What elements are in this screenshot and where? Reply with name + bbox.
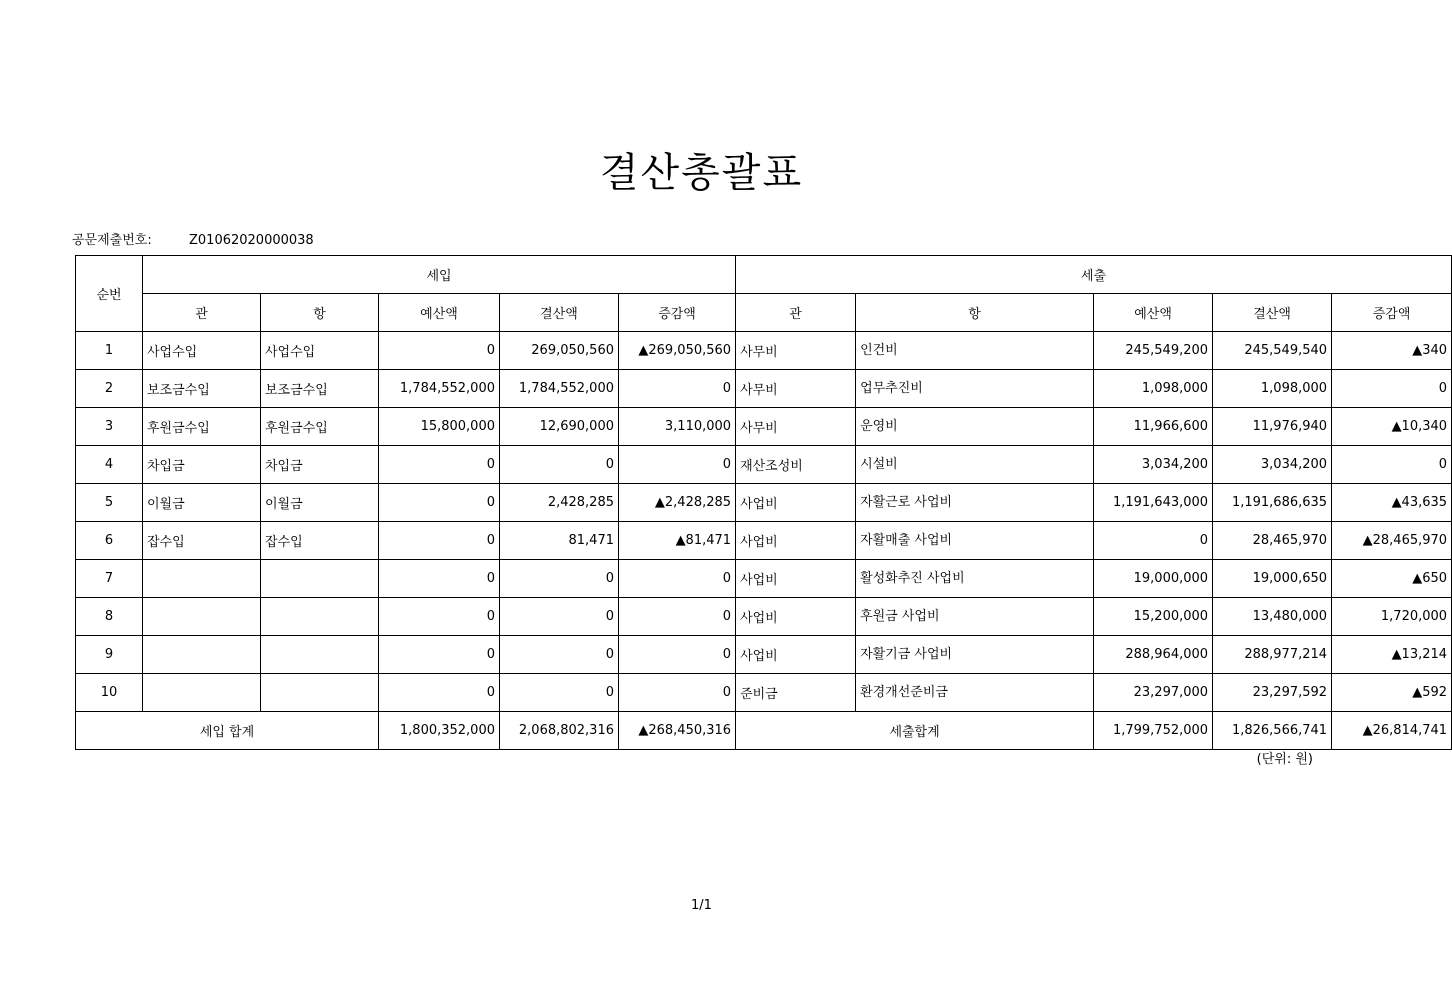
expense-budget-cell: 3,034,200 <box>1094 446 1213 484</box>
income-diff-cell: 0 <box>619 636 736 674</box>
income-hang-cell: 보조금수입 <box>261 370 379 408</box>
income-settled-cell: 1,784,552,000 <box>500 370 619 408</box>
seq-cell: 8 <box>76 598 143 636</box>
header-income-gwan: 관 <box>143 294 261 332</box>
expense-gwan-cell: 사업비 <box>736 636 856 674</box>
expense-gwan-cell: 재산조성비 <box>736 446 856 484</box>
expense-hang-cell: 인건비 <box>856 332 1094 370</box>
expense-hang-cell: 자활기금 사업비 <box>856 636 1094 674</box>
expense-hang-cell: 시설비 <box>856 446 1094 484</box>
income-budget-cell: 0 <box>379 636 500 674</box>
income-gwan-cell <box>143 636 261 674</box>
totals-row <box>76 712 1452 750</box>
income-diff-cell: ▲2,428,285 <box>619 484 736 522</box>
income-settled-cell: 0 <box>500 560 619 598</box>
income-total-settled: 2,068,802,316 <box>500 712 619 750</box>
income-gwan-cell: 이월금 <box>143 484 261 522</box>
header-seq: 순번 <box>76 256 143 332</box>
expense-settled-cell: 23,297,592 <box>1213 674 1332 712</box>
expense-settled-cell: 13,480,000 <box>1213 598 1332 636</box>
seq-cell: 10 <box>76 674 143 712</box>
seq-cell: 3 <box>76 408 143 446</box>
header-expense-settled: 결산액 <box>1213 294 1332 332</box>
income-settled-cell: 81,471 <box>500 522 619 560</box>
income-gwan-cell: 보조금수입 <box>143 370 261 408</box>
header-income-diff: 증감액 <box>619 294 736 332</box>
expense-hang-cell: 후원금 사업비 <box>856 598 1094 636</box>
income-gwan-cell <box>143 560 261 598</box>
income-diff-cell: 0 <box>619 598 736 636</box>
income-diff-cell: 0 <box>619 674 736 712</box>
header-expense-diff: 증감액 <box>1332 294 1452 332</box>
expense-settled-cell: 3,034,200 <box>1213 446 1332 484</box>
expense-diff-cell: ▲13,214 <box>1332 636 1452 674</box>
income-gwan-cell: 사업수입 <box>143 332 261 370</box>
expense-settled-cell: 245,549,540 <box>1213 332 1332 370</box>
expense-gwan-cell: 준비금 <box>736 674 856 712</box>
income-budget-cell: 0 <box>379 484 500 522</box>
table-row <box>76 408 1452 446</box>
table-row <box>76 598 1452 636</box>
income-hang-cell <box>261 636 379 674</box>
expense-hang-cell: 업무추진비 <box>856 370 1094 408</box>
table-row <box>76 636 1452 674</box>
seq-cell: 6 <box>76 522 143 560</box>
header-expense-budget: 예산액 <box>1094 294 1213 332</box>
header-income-budget: 예산액 <box>379 294 500 332</box>
expense-gwan-cell: 사무비 <box>736 370 856 408</box>
income-gwan-cell: 후원금수입 <box>143 408 261 446</box>
income-budget-cell: 0 <box>379 560 500 598</box>
expense-gwan-cell: 사무비 <box>736 408 856 446</box>
income-settled-cell: 0 <box>500 636 619 674</box>
expense-diff-cell: ▲650 <box>1332 560 1452 598</box>
expense-diff-cell: 0 <box>1332 446 1452 484</box>
income-budget-cell: 0 <box>379 332 500 370</box>
income-settled-cell: 0 <box>500 674 619 712</box>
income-hang-cell <box>261 674 379 712</box>
seq-cell: 9 <box>76 636 143 674</box>
header-income-settled: 결산액 <box>500 294 619 332</box>
page-number: 1/1 <box>691 898 712 913</box>
expense-gwan-cell: 사업비 <box>736 598 856 636</box>
expense-hang-cell: 자활근로 사업비 <box>856 484 1094 522</box>
expense-hang-cell: 자활매출 사업비 <box>856 522 1094 560</box>
income-hang-cell: 후원금수입 <box>261 408 379 446</box>
income-settled-cell: 269,050,560 <box>500 332 619 370</box>
income-budget-cell: 0 <box>379 522 500 560</box>
income-settled-cell: 0 <box>500 598 619 636</box>
header-income-hang: 항 <box>261 294 379 332</box>
income-budget-cell: 0 <box>379 446 500 484</box>
expense-settled-cell: 1,191,686,635 <box>1213 484 1332 522</box>
income-hang-cell: 차입금 <box>261 446 379 484</box>
income-budget-cell: 0 <box>379 598 500 636</box>
table-row <box>76 674 1452 712</box>
expense-diff-cell: ▲340 <box>1332 332 1452 370</box>
income-gwan-cell: 차입금 <box>143 446 261 484</box>
expense-diff-cell: 0 <box>1332 370 1452 408</box>
seq-cell: 2 <box>76 370 143 408</box>
expense-budget-cell: 1,098,000 <box>1094 370 1213 408</box>
expense-budget-cell: 245,549,200 <box>1094 332 1213 370</box>
income-gwan-cell <box>143 674 261 712</box>
expense-gwan-cell: 사업비 <box>736 484 856 522</box>
header-row-1 <box>76 256 1452 294</box>
income-hang-cell <box>261 560 379 598</box>
income-total-budget: 1,800,352,000 <box>379 712 500 750</box>
page-title: 결산총괄표 <box>599 150 804 196</box>
income-diff-cell: ▲81,471 <box>619 522 736 560</box>
expense-diff-cell: ▲43,635 <box>1332 484 1452 522</box>
expense-diff-cell: ▲28,465,970 <box>1332 522 1452 560</box>
expense-settled-cell: 1,098,000 <box>1213 370 1332 408</box>
income-hang-cell: 사업수입 <box>261 332 379 370</box>
expense-gwan-cell: 사무비 <box>736 332 856 370</box>
expense-hang-cell: 운영비 <box>856 408 1094 446</box>
doc-number-label: 공문제출번호: <box>72 233 152 248</box>
expense-settled-cell: 11,976,940 <box>1213 408 1332 446</box>
header-expense: 세출 <box>736 256 1452 294</box>
expense-budget-cell: 1,191,643,000 <box>1094 484 1213 522</box>
expense-hang-cell: 환경개선준비금 <box>856 674 1094 712</box>
expense-gwan-cell: 사업비 <box>736 560 856 598</box>
seq-cell: 1 <box>76 332 143 370</box>
expense-settled-cell: 19,000,650 <box>1213 560 1332 598</box>
expense-total-label: 세출합계 <box>736 712 1094 750</box>
income-diff-cell: 0 <box>619 560 736 598</box>
doc-number <box>72 232 314 250</box>
doc-number-value: Z01062020000038 <box>189 233 314 248</box>
income-budget-cell: 1,784,552,000 <box>379 370 500 408</box>
income-total-label: 세입 합계 <box>76 712 379 750</box>
income-diff-cell: 0 <box>619 446 736 484</box>
income-hang-cell: 이월금 <box>261 484 379 522</box>
income-settled-cell: 2,428,285 <box>500 484 619 522</box>
income-settled-cell: 0 <box>500 446 619 484</box>
seq-cell: 4 <box>76 446 143 484</box>
table-row <box>76 332 1452 370</box>
expense-budget-cell: 288,964,000 <box>1094 636 1213 674</box>
expense-hang-cell: 활성화추진 사업비 <box>856 560 1094 598</box>
income-total-diff: ▲268,450,316 <box>619 712 736 750</box>
expense-diff-cell: ▲10,340 <box>1332 408 1452 446</box>
expense-diff-cell: 1,720,000 <box>1332 598 1452 636</box>
income-hang-cell <box>261 598 379 636</box>
expense-budget-cell: 0 <box>1094 522 1213 560</box>
expense-budget-cell: 23,297,000 <box>1094 674 1213 712</box>
income-diff-cell: ▲269,050,560 <box>619 332 736 370</box>
table-row <box>76 522 1452 560</box>
income-diff-cell: 0 <box>619 370 736 408</box>
expense-total-diff: ▲26,814,741 <box>1332 712 1452 750</box>
income-budget-cell: 0 <box>379 674 500 712</box>
income-hang-cell: 잡수입 <box>261 522 379 560</box>
expense-diff-cell: ▲592 <box>1332 674 1452 712</box>
expense-budget-cell: 11,966,600 <box>1094 408 1213 446</box>
expense-budget-cell: 19,000,000 <box>1094 560 1213 598</box>
income-budget-cell: 15,800,000 <box>379 408 500 446</box>
expense-budget-cell: 15,200,000 <box>1094 598 1213 636</box>
settlement-table <box>75 255 1452 750</box>
header-row-2 <box>76 294 1452 332</box>
expense-total-budget: 1,799,752,000 <box>1094 712 1213 750</box>
expense-settled-cell: 28,465,970 <box>1213 522 1332 560</box>
header-expense-hang: 항 <box>856 294 1094 332</box>
table-row <box>76 446 1452 484</box>
header-income: 세입 <box>143 256 736 294</box>
expense-total-settled: 1,826,566,741 <box>1213 712 1332 750</box>
seq-cell: 5 <box>76 484 143 522</box>
table-row <box>76 484 1452 522</box>
income-settled-cell: 12,690,000 <box>500 408 619 446</box>
seq-cell: 7 <box>76 560 143 598</box>
income-gwan-cell <box>143 598 261 636</box>
expense-settled-cell: 288,977,214 <box>1213 636 1332 674</box>
income-gwan-cell: 잡수입 <box>143 522 261 560</box>
expense-gwan-cell: 사업비 <box>736 522 856 560</box>
header-expense-gwan: 관 <box>736 294 856 332</box>
table-row <box>76 370 1452 408</box>
table-row <box>76 560 1452 598</box>
income-diff-cell: 3,110,000 <box>619 408 736 446</box>
unit-note: (단위: 원) <box>1256 752 1313 767</box>
